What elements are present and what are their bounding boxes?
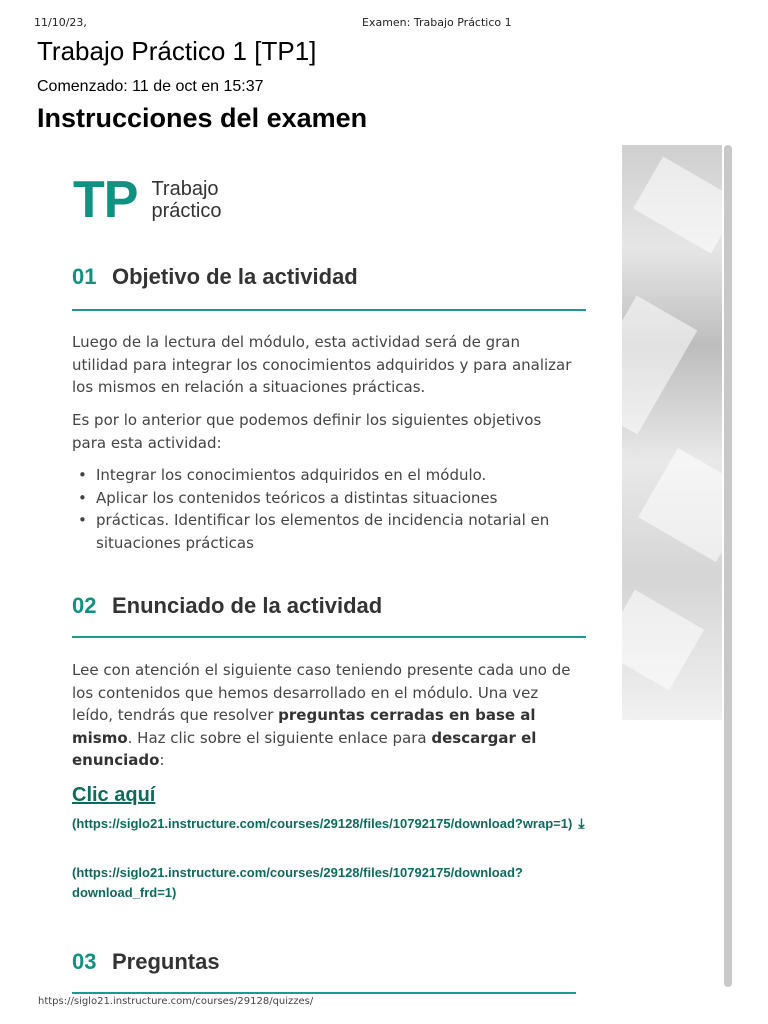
decorative-side-image [622, 145, 722, 720]
section-divider [72, 636, 586, 638]
section-heading-preguntas [72, 949, 220, 975]
objective-list [78, 464, 578, 554]
section-heading-enunciado [72, 593, 382, 619]
download-link[interactable]: Clic aquí [72, 784, 156, 806]
instructions-heading: Instrucciones del examen [37, 103, 368, 133]
download-icon[interactable]: ⤓ [578, 815, 585, 831]
download-url-wrap-text[interactable]: (https://siglo21.instructure.com/courses/29128/files/10792175/download?wrap=1) [72, 816, 573, 831]
print-date: 11/10/23, [34, 16, 87, 29]
section-title: Objetivo de la actividad [112, 264, 358, 289]
statement-text-a: Lee con atención el siguiente caso teniendo presente cada uno de los contenidos que hemos desarrollado en el módulo. Una vez leído, tendrás que resolver [72, 661, 571, 724]
statement-paragraph [72, 659, 572, 772]
logo-mark: TP [73, 171, 138, 229]
objective-paragraph-1: Luego de la lectura del módulo, esta actividad será de gran utilidad para integrar los conocimientos adquiridos y para analizar los mismos en relación a situaciones prácticas. [72, 333, 572, 396]
started-timestamp: Comenzado: 11 de oct en 15:37 [37, 78, 264, 95]
objective-paragraph-2: Es por lo anterior que podemos definir los siguientes objetivos para esta actividad: [72, 411, 542, 452]
print-footer-url: https://siglo21.instructure.com/courses/29128/quizzes/ [38, 996, 314, 1007]
statement-bold-a: preguntas cerradas en base al mismo [72, 706, 536, 747]
statement-text-b: . Haz clic sobre el siguiente enlace para [127, 728, 432, 747]
section-title: Preguntas [112, 949, 220, 974]
download-url-direct[interactable]: (https://siglo21.instructure.com/courses/29128/files/10792175/download?download_frd=1) [72, 865, 523, 900]
section-divider [72, 992, 576, 994]
logo-text-line1: Trabajo [151, 178, 219, 200]
list-item: • Aplicar los contenidos teóricos a distintas situaciones [78, 487, 578, 510]
print-title: Examen: Trabajo Práctico 1 [362, 16, 512, 29]
section-number: 01 [72, 264, 97, 289]
section-number: 02 [72, 593, 97, 618]
page-title: Trabajo Práctico 1 [TP1] [37, 36, 317, 66]
section-heading-objetivo [72, 264, 358, 290]
section-number: 03 [72, 949, 97, 974]
statement-bold-b: descargar el enunciado [72, 728, 537, 769]
tp-logo [73, 171, 222, 229]
scrollbar[interactable] [724, 145, 732, 987]
list-item: • prácticas. Identificar los elementos de incidencia notarial en situaciones prácticas [78, 509, 578, 554]
logo-text-line2: práctico [151, 200, 222, 222]
section-title: Enunciado de la actividad [112, 593, 383, 618]
statement-text-c: : [159, 751, 165, 769]
section-divider [72, 309, 586, 311]
logo-text [151, 178, 221, 222]
download-url-wrap[interactable] [72, 813, 592, 834]
list-item: • Integrar los conocimientos adquiridos en el módulo. [78, 464, 578, 487]
